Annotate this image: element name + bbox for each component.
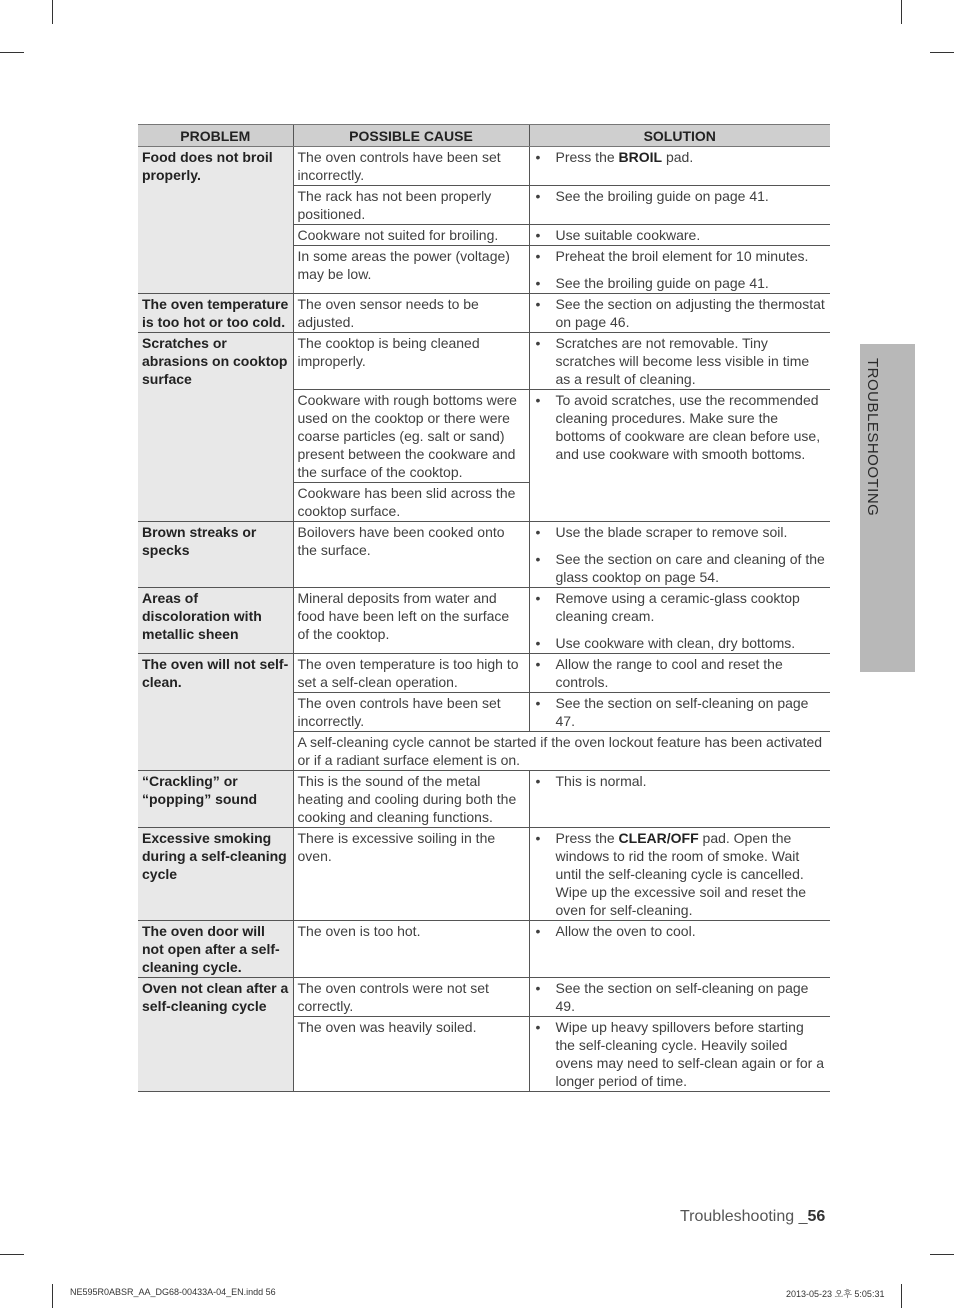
solution-bullet <box>534 979 827 1015</box>
solution-text-part: Remove using a ceramic-glass cooktop cleaning cream. <box>555 590 800 624</box>
cause-cell: Cookware has been slid across the cooktop surface. <box>293 483 529 522</box>
bullet-icon: • <box>535 335 541 351</box>
bullet-icon: • <box>535 1019 541 1035</box>
problem-cell: Scratches or abrasions on cooktop surface <box>138 333 293 522</box>
solution-text-part: Use suitable cookware. <box>555 227 701 243</box>
solution-bullet <box>534 295 827 331</box>
solution-text-part: Wipe up heavy spillovers before starting the self-cleaning cycle. Heavily soiled ovens may need to self-clean again or for a longer period of time. <box>555 1019 824 1089</box>
problem-cell: Excessive smoking during a self-cleaning cycle <box>138 828 293 921</box>
solution-cell <box>529 390 830 522</box>
solution-text-part: See the broiling guide on page 41. <box>555 275 769 291</box>
solution-text <box>556 247 827 265</box>
page-footer <box>680 1208 825 1226</box>
solution-cell <box>529 1017 830 1092</box>
solution-text <box>556 295 827 331</box>
solution-cell <box>529 186 830 225</box>
solution-text-part: See the broiling guide on page 41. <box>555 188 769 204</box>
section-side-tab-label: TROUBLESHOOTING <box>864 358 881 517</box>
cause-cell: The oven controls were not set correctly. <box>293 978 529 1017</box>
solution-cell <box>529 921 830 978</box>
solution-text <box>556 655 827 691</box>
bullet-icon: • <box>535 188 541 204</box>
solution-bullet <box>534 187 827 205</box>
cause-cell: A self-cleaning cycle cannot be started if the oven lockout feature has been activated or if a radiant surface element is on. <box>293 732 830 771</box>
cause-cell: The oven was heavily soiled. <box>293 1017 529 1092</box>
solution-text-part: Use the blade scraper to remove soil. <box>555 524 788 540</box>
cause-cell: The oven temperature is too high to set a self-clean operation. <box>293 654 529 693</box>
solution-cell <box>529 246 830 294</box>
crop-mark <box>901 1284 902 1308</box>
bullet-icon: • <box>535 635 541 651</box>
solution-text-part: See the section on self-cleaning on page 49. <box>555 980 809 1014</box>
solution-bullet <box>534 550 827 586</box>
solution-cell <box>529 654 830 693</box>
solution-text-part: Allow the oven to cool. <box>555 923 696 939</box>
solution-bullet <box>534 922 827 940</box>
crop-mark <box>930 1254 954 1255</box>
solution-bullet <box>534 247 827 265</box>
table-body <box>138 147 830 1092</box>
problem-cell: Food does not broil properly. <box>138 147 293 294</box>
header-problem: PROBLEM <box>138 125 293 147</box>
solution-text-part: pad. <box>662 149 694 165</box>
cause-cell: This is the sound of the metal heating and cooling during both the cooking and cleaning functions. <box>293 771 529 828</box>
solution-key-label: BROIL <box>618 149 663 165</box>
solution-bullet <box>534 589 827 625</box>
bullet-icon: • <box>535 275 541 291</box>
solution-text <box>556 187 827 205</box>
table-row <box>138 522 830 588</box>
solution-text-part: Preheat the broil element for 10 minutes. <box>555 248 809 264</box>
cause-cell: In some areas the power (voltage) may be low. <box>293 246 529 294</box>
solution-bullet <box>534 829 827 919</box>
crop-mark <box>52 1284 53 1308</box>
problem-cell: The oven temperature is too hot or too cold. <box>138 294 293 333</box>
bullet-icon: • <box>535 695 541 711</box>
solution-text <box>556 148 827 166</box>
header-solution: SOLUTION <box>529 125 830 147</box>
cause-cell: The oven is too hot. <box>293 921 529 978</box>
solution-text <box>556 772 827 790</box>
table-header-row <box>138 125 830 147</box>
table-row <box>138 828 830 921</box>
solution-cell <box>529 978 830 1017</box>
solution-text <box>556 226 827 244</box>
solution-cell <box>529 147 830 186</box>
solution-text-part: pad. Open the windows to rid the room of smoke. Wait until the self-cleaning cycle is cancelled. Wipe up the excessive soil and reset the oven for self-cleaning. <box>555 830 807 918</box>
solution-text <box>556 829 827 919</box>
solution-bullet <box>534 148 827 166</box>
print-slug-file: NE595R0ABSR_AA_DG68-00433A-04_EN.indd 56 <box>70 1287 276 1297</box>
solution-cell <box>529 225 830 246</box>
solution-cell <box>529 588 830 654</box>
table-row <box>138 921 830 978</box>
bullet-icon: • <box>535 296 541 312</box>
solution-text-part: See the section on care and cleaning of the glass cooktop on page 54. <box>555 551 825 585</box>
cause-cell: The cooktop is being cleaned improperly. <box>293 333 529 390</box>
bullet-icon: • <box>535 923 541 939</box>
table-row <box>138 771 830 828</box>
table-row <box>138 294 830 333</box>
cause-cell: Cookware not suited for broiling. <box>293 225 529 246</box>
solution-text-part: To avoid scratches, use the recommended cleaning procedures. Make sure the bottoms of cookware are clean before use, and use cookware with smooth bottoms. <box>555 392 821 462</box>
solution-cell <box>529 333 830 390</box>
print-slug-date: 2013-05-23 오후 5:05:31 <box>786 1289 885 1299</box>
solution-text-part: Scratches are not removable. Tiny scratches will become less visible in time as a result of cleaning. <box>555 335 810 387</box>
solution-text <box>556 634 827 652</box>
solution-bullet <box>534 226 827 244</box>
table-row <box>138 978 830 1017</box>
footer-section: Troubleshooting _ <box>680 1208 808 1225</box>
problem-cell: Oven not clean after a self-cleaning cycle <box>138 978 293 1092</box>
solution-text-part: Allow the range to cool and reset the controls. <box>555 656 783 690</box>
bullet-icon: • <box>535 656 541 672</box>
bullet-icon: • <box>535 830 541 846</box>
page-number: 56 <box>807 1208 826 1225</box>
solution-text <box>556 589 827 625</box>
solution-cell <box>529 693 830 732</box>
troubleshooting-table <box>138 124 830 1092</box>
cause-cell: The oven controls have been set incorrectly. <box>293 693 529 732</box>
crop-mark <box>930 52 954 53</box>
solution-text-part: See the section on self-cleaning on page 47. <box>555 695 809 729</box>
bullet-icon: • <box>535 248 541 264</box>
table-row <box>138 588 830 654</box>
problem-cell: Brown streaks or specks <box>138 522 293 588</box>
solution-bullet <box>534 274 827 292</box>
bullet-icon: • <box>535 524 541 540</box>
solution-text <box>556 1018 827 1090</box>
cause-cell: Mineral deposits from water and food have been left on the surface of the cooktop. <box>293 588 529 654</box>
cause-cell: The oven controls have been set incorrectly. <box>293 147 529 186</box>
solution-cell <box>529 294 830 333</box>
solution-text <box>556 523 827 541</box>
problem-cell: The oven will not self-clean. <box>138 654 293 771</box>
problem-cell: Areas of discoloration with metallic sheen <box>138 588 293 654</box>
solution-text <box>556 922 827 940</box>
solution-text-part: Use cookware with clean, dry bottoms. <box>555 635 796 651</box>
bullet-icon: • <box>535 149 541 165</box>
solution-key-label: CLEAR/OFF <box>618 830 699 846</box>
solution-text <box>556 694 827 730</box>
solution-bullet <box>534 523 827 541</box>
solution-bullet <box>534 634 827 652</box>
solution-text <box>556 334 827 388</box>
solution-text <box>556 391 827 463</box>
table-row <box>138 654 830 693</box>
bullet-icon: • <box>535 551 541 567</box>
solution-text <box>556 274 827 292</box>
solution-text-part: Press the <box>555 830 619 846</box>
solution-cell <box>529 771 830 828</box>
solution-text-part: Press the <box>555 149 619 165</box>
cause-cell: Boilovers have been cooked onto the surface. <box>293 522 529 588</box>
cause-cell: Cookware with rough bottoms were used on the cooktop or there were coarse particles (eg. salt or sand) present between the cookware and the surface of the cooktop. <box>293 390 529 483</box>
crop-mark <box>0 52 24 53</box>
solution-cell <box>529 522 830 588</box>
solution-text <box>556 550 827 586</box>
bullet-icon: • <box>535 227 541 243</box>
bullet-icon: • <box>535 980 541 996</box>
solution-cell <box>529 828 830 921</box>
problem-cell: “Crackling” or “popping” sound <box>138 771 293 828</box>
bullet-icon: • <box>535 773 541 789</box>
solution-text <box>556 979 827 1015</box>
cause-cell: The oven sensor needs to be adjusted. <box>293 294 529 333</box>
crop-mark <box>0 1254 24 1255</box>
table-row <box>138 333 830 390</box>
bullet-icon: • <box>535 590 541 606</box>
cause-cell: The rack has not been properly positioned. <box>293 186 529 225</box>
crop-mark <box>52 0 53 24</box>
solution-bullet <box>534 694 827 730</box>
solution-bullet <box>534 655 827 691</box>
header-possible-cause: POSSIBLE CAUSE <box>293 125 529 147</box>
solution-bullet <box>534 1018 827 1090</box>
cause-cell: There is excessive soiling in the oven. <box>293 828 529 921</box>
problem-cell: The oven door will not open after a self-cleaning cycle. <box>138 921 293 978</box>
solution-text-part: See the section on adjusting the thermostat on page 46. <box>555 296 825 330</box>
bullet-icon: • <box>535 392 541 408</box>
solution-text-part: This is normal. <box>555 773 647 789</box>
solution-bullet <box>534 391 827 463</box>
table-row <box>138 147 830 186</box>
solution-bullet <box>534 772 827 790</box>
crop-mark <box>901 0 902 24</box>
solution-bullet <box>534 334 827 388</box>
